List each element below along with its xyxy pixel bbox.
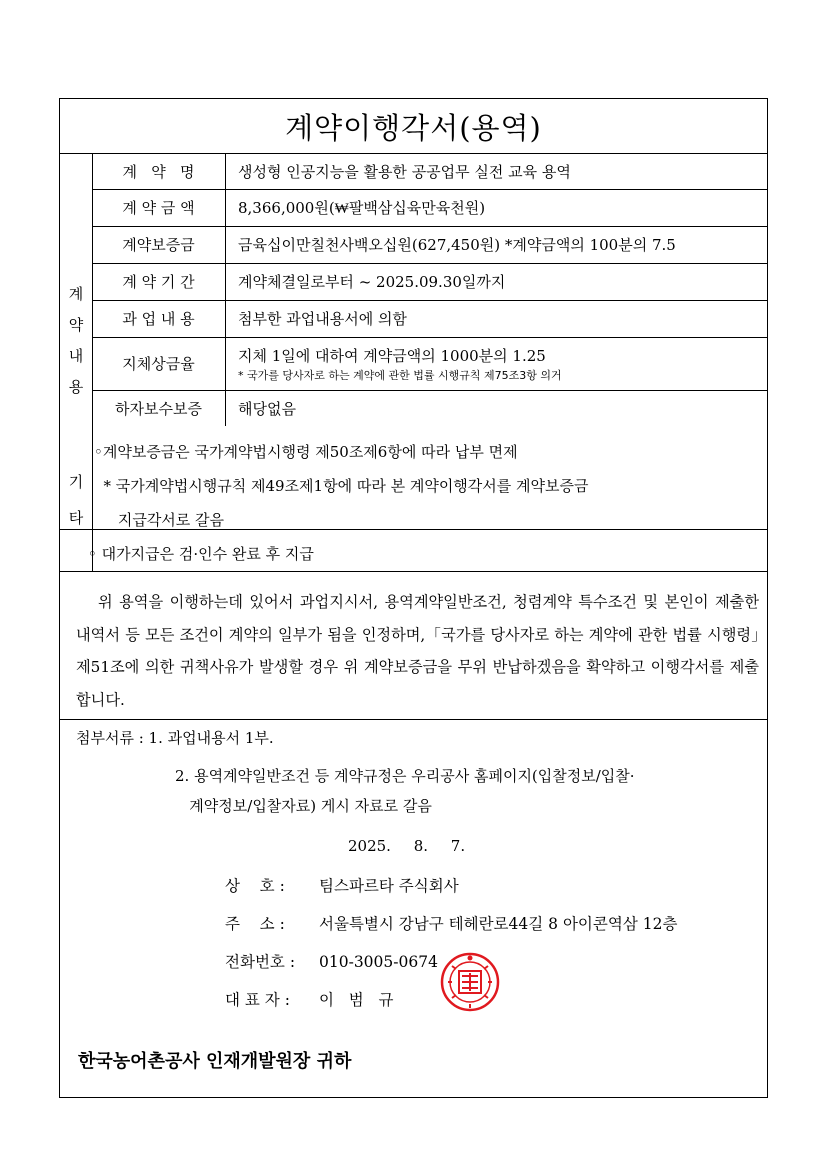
side-label-char: 기	[68, 473, 84, 491]
row-label: 지체상금율	[92, 337, 226, 390]
row-task-content	[92, 300, 767, 338]
row-value-text: 금육십이만칠천사백오십원(627,450원) *계약금액의 100분의 7.5	[238, 236, 676, 254]
company-info-row	[225, 867, 677, 905]
info-key: 전화번호 :	[225, 953, 296, 971]
row-value-text: 계약체결일로부터 ~ 2025.09.30일까지	[238, 273, 506, 291]
row-contract-name	[92, 153, 767, 190]
info-value: 서울특별시 강남구 테헤란로44길 8 아이콘역삼 12층	[319, 915, 678, 933]
side-label-char: 계	[68, 285, 84, 303]
row-delay-penalty	[92, 337, 767, 391]
info-key: 주 소 :	[225, 915, 285, 933]
attachment-line-2: 2. 용역계약일반조건 등 계약규정은 우리공사 홈페이지(입찰정보/입찰·	[175, 767, 635, 785]
row-contract-period	[92, 263, 767, 301]
info-key: 상 호 :	[225, 877, 285, 895]
document-title: 계약이행각서(용역)	[60, 99, 767, 154]
row-value-note: * 국가를 당사자로 하는 계약에 관한 법률 시행규칙 제75조3항 의거	[238, 368, 562, 382]
row-defect-warranty	[92, 390, 767, 426]
row-value	[226, 226, 767, 263]
etc-section	[60, 429, 767, 572]
addressee: 한국농어촌공사 인재개발원장 귀하	[78, 1051, 352, 1072]
row-label: 계 약 명	[92, 153, 226, 189]
row-label: 계 약 금 액	[92, 189, 226, 226]
row-value-text: 8,366,000원(₩팔백삼십육만육천원)	[238, 199, 486, 217]
row-value-text: 해당없음	[238, 399, 296, 418]
row-value-text: 생성형 인공지능을 활용한 공공업무 실전 교육 용역	[238, 162, 571, 181]
etc-line: ◦ 대가지급은 검·인수 완료 후 지급	[88, 545, 314, 563]
row-value-text: 첨부한 과업내용서에 의함	[238, 310, 407, 328]
info-value: 010-3005-0674	[319, 953, 438, 971]
etc-line: * 국가계약법시행규칙 제49조제1항에 따라 본 계약이행각서를 계약보증금	[94, 477, 589, 495]
row-contract-amount	[92, 189, 767, 227]
signature-section	[60, 717, 767, 1099]
row-label: 과 업 내 용	[92, 300, 226, 337]
side-label-char: 약	[68, 316, 84, 334]
row-value	[226, 189, 767, 226]
etc-body	[88, 435, 763, 571]
company-seal-stamp	[440, 952, 500, 1012]
row-value	[226, 300, 767, 337]
etc-line: ◦계약보증금은 국가계약법시행령 제50조제6항에 따라 납부 면제	[94, 443, 518, 461]
info-key: 대 표 자 :	[225, 991, 290, 1009]
info-value: 이 범 규	[319, 991, 394, 1009]
attachment-line-3: 계약정보/입찰자료) 게시 자료로 갈음	[175, 797, 432, 815]
company-info-row	[225, 905, 677, 943]
side-label-char: 내	[68, 347, 84, 365]
side-label-char: 용	[68, 378, 84, 396]
row-value	[226, 337, 767, 390]
pledge-section	[60, 574, 767, 720]
contract-document	[59, 98, 768, 1098]
row-label: 계 약 기 간	[92, 263, 226, 300]
row-contract-deposit	[92, 226, 767, 264]
document-date: 2025. 8. 7.	[348, 837, 466, 855]
pledge-text: 위 용역을 이행하는데 있어서 과업지시서, 용역계약일반조건, 청렴계약 특수조건 및 본인이 제출한 내역서 등 모든 조건이 계약의 일부가 됨을 인정하며,「국가를 당사자로 하는 계약에 관한 법률 시행령」제51조에 의한 귀책사유가 발생할 경우 위 계약보증금을 무위 반납하겠음을 확약하고 이행각서를 제출합니다.	[76, 593, 759, 709]
row-label: 하자보수보증	[92, 390, 226, 426]
row-value	[226, 390, 767, 426]
row-label: 계약보증금	[92, 226, 226, 263]
row-value	[226, 263, 767, 300]
info-value: 팀스파르타 주식회사	[319, 877, 459, 895]
row-value-text: 지체 1일에 대하여 계약금액의 1000분의 1.25	[238, 346, 546, 365]
attachment-line-1: 첨부서류 : 1. 과업내용서 1부.	[76, 729, 274, 747]
row-value	[226, 153, 767, 189]
side-label-char: 타	[68, 509, 84, 527]
etc-line: 지급각서로 갈음	[94, 511, 225, 529]
attachment-lines	[175, 761, 635, 821]
